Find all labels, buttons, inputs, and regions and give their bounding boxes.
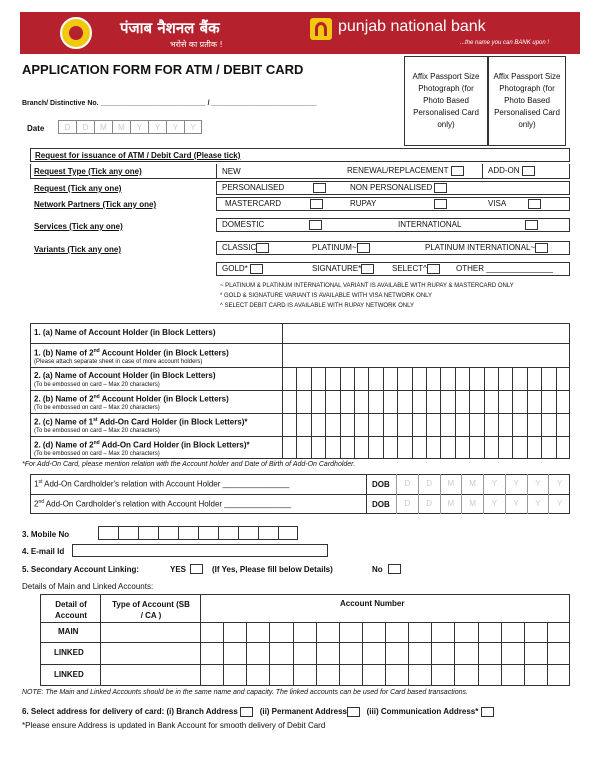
- pnb-logo-icon: [310, 18, 332, 40]
- dob-cell[interactable]: Y: [548, 494, 570, 514]
- first-relation-field[interactable]: [34, 479, 289, 489]
- holder-2d-text-2: Add-On Card Holder (in Block Letters)*: [99, 440, 250, 450]
- second-relation-field[interactable]: [34, 499, 291, 509]
- dob-cell[interactable]: M: [440, 494, 462, 514]
- domestic-checkbox[interactable]: [309, 220, 322, 230]
- dob-cell[interactable]: D: [418, 494, 440, 514]
- mastercard-option: [225, 199, 323, 209]
- linked-row-main: MAIN: [58, 627, 79, 636]
- secondary-yes-checkbox[interactable]: [190, 564, 203, 574]
- grid-divider: [269, 622, 270, 686]
- grid-divider: [501, 622, 502, 686]
- holder-letter-grid[interactable]: [282, 367, 570, 459]
- gold-checkbox[interactable]: [250, 264, 263, 274]
- holder-2c-text: 2. (c) Name of 1: [34, 417, 94, 427]
- form-title: APPLICATION FORM FOR ATM / DEBIT CARD: [22, 62, 304, 77]
- dob-input-1[interactable]: [396, 474, 570, 494]
- new-option-label: NEW: [222, 167, 241, 176]
- dob-cell[interactable]: M: [461, 474, 483, 494]
- first-relation-num: 1: [34, 479, 39, 489]
- grid-divider: [362, 622, 363, 686]
- mobile-digit-cell[interactable]: [198, 526, 218, 540]
- select-label: SELECT^: [392, 264, 427, 274]
- mobile-digit-cell[interactable]: [98, 526, 118, 540]
- holders-table: [30, 323, 570, 459]
- holder-2b-sup: nd: [93, 394, 100, 400]
- first-relation-text: Add-On Cardholder's relation with Account Holder _______________: [42, 479, 290, 489]
- linked-header-type: Type of Account (SB / CA ): [112, 600, 190, 620]
- addon-note: *For Add-On Card, please mention relation with the Account holder and Date of Birth of Add-On Cardholder.: [22, 461, 356, 468]
- secondary-no-checkbox[interactable]: [388, 564, 401, 574]
- grid-divider: [383, 367, 384, 459]
- linked-note: NOTE: The Main and Linked Accounts should be in the same name and capacity. The linked accounts can be used for Card based transactions.: [22, 689, 468, 696]
- mastercard-label: MASTERCARD: [225, 199, 282, 209]
- date-cell[interactable]: Y: [148, 120, 166, 134]
- dob-cell[interactable]: M: [440, 474, 462, 494]
- grid-divider: [340, 367, 341, 459]
- grid-divider: [293, 622, 294, 686]
- holder-2c-label: [34, 417, 248, 427]
- second-relation-num: 2: [34, 499, 39, 509]
- other-field[interactable]: OTHER _______________: [456, 264, 553, 273]
- email-input[interactable]: [72, 544, 328, 557]
- personalised-option: [222, 183, 326, 193]
- addon-checkbox[interactable]: [522, 166, 535, 176]
- grid-divider: [397, 367, 398, 459]
- grid-divider: [354, 367, 355, 459]
- bank-name-hindi: पंजाब नैशनल बैंक: [120, 19, 220, 37]
- dob-cell[interactable]: D: [418, 474, 440, 494]
- email-label: 4. E-mail Id: [22, 547, 65, 556]
- holder-2c-sup: st: [93, 417, 98, 423]
- mobile-digit-cell[interactable]: [218, 526, 238, 540]
- photo-box-first[interactable]: [404, 56, 488, 146]
- grid-divider: [527, 367, 528, 459]
- grid-divider: [478, 622, 479, 686]
- date-input[interactable]: [58, 120, 202, 134]
- photo-box-text: Affix Passport Size Photograph (for Photo Based Personalised Card only): [493, 72, 561, 129]
- addon-option: [488, 166, 535, 176]
- grid-divider: [469, 367, 470, 459]
- linked-row-linked-1: LINKED: [54, 648, 84, 657]
- secondary-yes-label: YES: [170, 565, 187, 574]
- non-personalised-option: [350, 183, 447, 193]
- photo-box-second[interactable]: [488, 56, 566, 146]
- delivery-label: [22, 707, 494, 717]
- request-label: Request (Tick any one): [34, 184, 122, 193]
- platinum-checkbox[interactable]: [357, 243, 370, 253]
- holder-2a-label: 2. (a) Name of Account Holder (in Block Letters): [34, 371, 216, 380]
- network-label: Network Partners (Tick any one): [34, 200, 157, 209]
- dob-cell[interactable]: Y: [548, 474, 570, 494]
- platinum-intl-checkbox[interactable]: [535, 243, 548, 253]
- international-checkbox[interactable]: [525, 220, 538, 230]
- grid-divider: [325, 367, 326, 459]
- tagline-english: ...the name you can BANK upon !: [460, 40, 550, 46]
- dob-cell[interactable]: Y: [483, 494, 505, 514]
- delivery-branch-label: 6. Select address for delivery of card: (i) Branch Address: [22, 707, 238, 717]
- rupay-label: RUPAY: [350, 199, 377, 209]
- grid-divider: [246, 622, 247, 686]
- classic-label: CLASSIC: [222, 243, 257, 253]
- grid-divider: [296, 367, 297, 459]
- dob-cell[interactable]: M: [461, 494, 483, 514]
- request-section-title: Request for issuance of ATM / Debit Card (Please tick): [35, 151, 241, 160]
- variants-label: Variants (Tick any one): [34, 245, 121, 254]
- branch-address-checkbox[interactable]: [240, 707, 253, 717]
- photo-box-text: Affix Passport Size Photograph (for Photo Based Personalised Card only): [412, 72, 480, 129]
- platinum-label: PLATINUM~: [312, 243, 357, 253]
- dob-cell[interactable]: Y: [527, 474, 549, 494]
- visa-option: [488, 199, 541, 209]
- grid-divider: [368, 367, 369, 459]
- mobile-digit-cell[interactable]: [178, 526, 198, 540]
- holder-2b-label: [34, 394, 229, 404]
- holder-1b-text-2: Account Holder (in Block Letters): [99, 348, 229, 358]
- grid-divider: [426, 367, 427, 459]
- grid-divider: [454, 622, 455, 686]
- linked-header-account-number: Account Number: [340, 599, 405, 608]
- classic-checkbox[interactable]: [256, 243, 269, 253]
- holder-2b-note: (To be embossed on card – Max 20 characters): [34, 405, 160, 411]
- non-personalised-checkbox[interactable]: [434, 183, 447, 193]
- signature-label: SIGNATURE*: [312, 264, 362, 274]
- renewal-label: RENEWAL/REPLACEMENT: [347, 166, 449, 176]
- request-section-header: [30, 148, 570, 162]
- mobile-label: 3. Mobile No: [22, 530, 70, 539]
- addon-label: ADD-ON: [488, 166, 520, 176]
- holder-2d-text: 2. (d) Name of 2: [34, 440, 94, 450]
- grid-divider: [484, 367, 485, 459]
- signature-option: [312, 264, 374, 274]
- grid-divider: [339, 622, 340, 686]
- second-relation-text: Add-On Cardholder's relation with Account Holder _______________: [44, 499, 292, 509]
- mobile-digit-cell[interactable]: [278, 526, 298, 540]
- holder-1a-label: 1. (a) Name of Account Holder (in Block Letters): [34, 328, 216, 337]
- communication-address-checkbox[interactable]: [481, 707, 494, 717]
- holder-2b-text-2: Account Holder (in Block Letters): [99, 394, 229, 404]
- holder-1b-text: 1. (b) Name of 2: [34, 348, 94, 358]
- branch-field[interactable]: Branch/ Distinctive No. ___________________________ / ___________________________: [22, 100, 317, 107]
- account-number-grid[interactable]: [200, 622, 570, 686]
- platinum-intl-option: [425, 243, 548, 253]
- linked-accounts-title: Details of Main and Linked Accounts:: [22, 582, 154, 591]
- dob-cell[interactable]: Y: [527, 494, 549, 514]
- holder-2c-text-2: Add-On Card Holder (in Block Letters)*: [97, 417, 248, 427]
- services-label: Services (Tick any one): [34, 222, 123, 231]
- grid-divider: [316, 622, 317, 686]
- date-cell[interactable]: D: [76, 120, 94, 134]
- gold-option: [222, 264, 263, 274]
- gold-label: GOLD*: [222, 264, 248, 274]
- linked-header-detail: Detail of Account: [55, 600, 87, 620]
- variant-note-2: * GOLD & SIGNATURE VARIANT IS AVAILABLE WITH VISA NETWORK ONLY: [220, 293, 433, 299]
- personalised-checkbox[interactable]: [313, 183, 326, 193]
- dob-input-2[interactable]: [396, 494, 570, 514]
- delivery-permanent-label: (ii) Permanent Address: [259, 707, 347, 717]
- secondary-yes-note: (If Yes, Please fill below Details): [212, 565, 333, 574]
- grid-divider: [547, 622, 548, 686]
- domestic-label: DOMESTIC: [222, 220, 265, 230]
- grid-divider: [385, 622, 386, 686]
- date-cell[interactable]: Y: [184, 120, 202, 134]
- holder-1b-note: (Please attach separate sheet in case of more account holders): [34, 359, 203, 365]
- grid-divider: [408, 622, 409, 686]
- grid-divider: [455, 367, 456, 459]
- grid-divider: [311, 367, 312, 459]
- mobile-digit-cell[interactable]: [118, 526, 138, 540]
- renewal-option: [347, 166, 464, 176]
- visa-label: VISA: [488, 199, 506, 209]
- classic-option: [222, 243, 269, 253]
- dob-label-1: DOB: [372, 480, 390, 489]
- bank-logo-emblem: [60, 17, 92, 49]
- grid-divider: [498, 367, 499, 459]
- delivery-communication-label: (iii) Communication Address*: [366, 707, 479, 717]
- permanent-address-checkbox[interactable]: [347, 707, 360, 717]
- dob-cell[interactable]: Y: [505, 494, 527, 514]
- dob-cell[interactable]: Y: [483, 474, 505, 494]
- mastercard-checkbox[interactable]: [310, 199, 323, 209]
- dob-cell[interactable]: D: [396, 494, 418, 514]
- date-cell[interactable]: Y: [166, 120, 184, 134]
- grid-divider: [524, 622, 525, 686]
- international-label: INTERNATIONAL: [398, 220, 462, 229]
- select-option: [392, 264, 440, 274]
- holder-1b-label: [34, 348, 229, 358]
- rupay-option: [350, 199, 447, 209]
- mobile-digit-cell[interactable]: [158, 526, 178, 540]
- grid-divider: [512, 367, 513, 459]
- signature-checkbox[interactable]: [361, 264, 374, 274]
- grid-divider: [556, 367, 557, 459]
- variant-note-1: ~ PLATINUM & PLATINUM INTERNATIONAL VARIANT IS AVAILABLE WITH RUPAY & MASTERCARD ONLY: [220, 283, 514, 289]
- visa-checkbox[interactable]: [528, 199, 541, 209]
- non-personalised-label: NON PERSONALISED: [350, 183, 433, 193]
- dob-cell[interactable]: Y: [505, 474, 527, 494]
- personalised-label: PERSONALISED: [222, 183, 285, 193]
- grid-divider: [541, 367, 542, 459]
- relations-table: [30, 474, 570, 514]
- dob-label-2: DOB: [372, 500, 390, 509]
- linked-accounts-table: [40, 594, 570, 686]
- holder-2d-note: (To be embossed on card – Max 20 characters): [34, 451, 160, 457]
- platinum-option: [312, 243, 370, 253]
- secondary-linking-label: 5. Secondary Account Linking:: [22, 565, 140, 574]
- date-cell[interactable]: M: [94, 120, 112, 134]
- first-relation-sup: st: [38, 479, 43, 485]
- date-cell[interactable]: D: [58, 120, 76, 134]
- select-checkbox[interactable]: [427, 264, 440, 274]
- second-relation-sup: nd: [38, 499, 45, 505]
- holder-2d-label: [34, 440, 250, 450]
- dob-cell[interactable]: D: [396, 474, 418, 494]
- rupay-checkbox[interactable]: [434, 199, 447, 209]
- bank-banner: [20, 12, 580, 54]
- domestic-option: [222, 220, 322, 230]
- request-section: [30, 148, 570, 274]
- date-cell[interactable]: Y: [130, 120, 148, 134]
- grid-divider: [412, 367, 413, 459]
- holder-2c-note: (To be embossed on card – Max 20 characters): [34, 428, 160, 434]
- mobile-digit-cell[interactable]: [258, 526, 278, 540]
- grid-divider: [440, 367, 441, 459]
- bank-name-english: punjab national bank: [338, 18, 486, 35]
- holder-2b-text: 2. (b) Name of 2: [34, 394, 94, 404]
- date-label: Date: [27, 124, 45, 133]
- holder-2a-note: (To be embossed on card – Max 20 characters): [34, 382, 160, 388]
- request-type-label: Request Type (Tick any one): [34, 167, 142, 176]
- date-cell[interactable]: M: [112, 120, 130, 134]
- mobile-digit-cell[interactable]: [138, 526, 158, 540]
- linked-row-linked-2: LINKED: [54, 670, 84, 679]
- delivery-note: *Please ensure Address is updated in Bank Account for smooth delivery of Debit Card: [22, 721, 326, 730]
- mobile-input[interactable]: [98, 526, 298, 540]
- grid-divider: [223, 622, 224, 686]
- platinum-intl-label: PLATINUM INTERNATIONAL~: [425, 243, 536, 253]
- grid-divider: [431, 622, 432, 686]
- secondary-no-label: No: [372, 565, 383, 574]
- mobile-digit-cell[interactable]: [238, 526, 258, 540]
- holder-2d-sup: nd: [93, 440, 100, 446]
- tagline-hindi: भरोसे का प्रतीक !: [170, 40, 223, 49]
- variant-note-3: ^ SELECT DEBIT CARD IS AVAILABLE WITH RUPAY NETWORK ONLY: [220, 303, 414, 309]
- renewal-checkbox[interactable]: [451, 166, 464, 176]
- holder-1b-sup: nd: [93, 348, 100, 354]
